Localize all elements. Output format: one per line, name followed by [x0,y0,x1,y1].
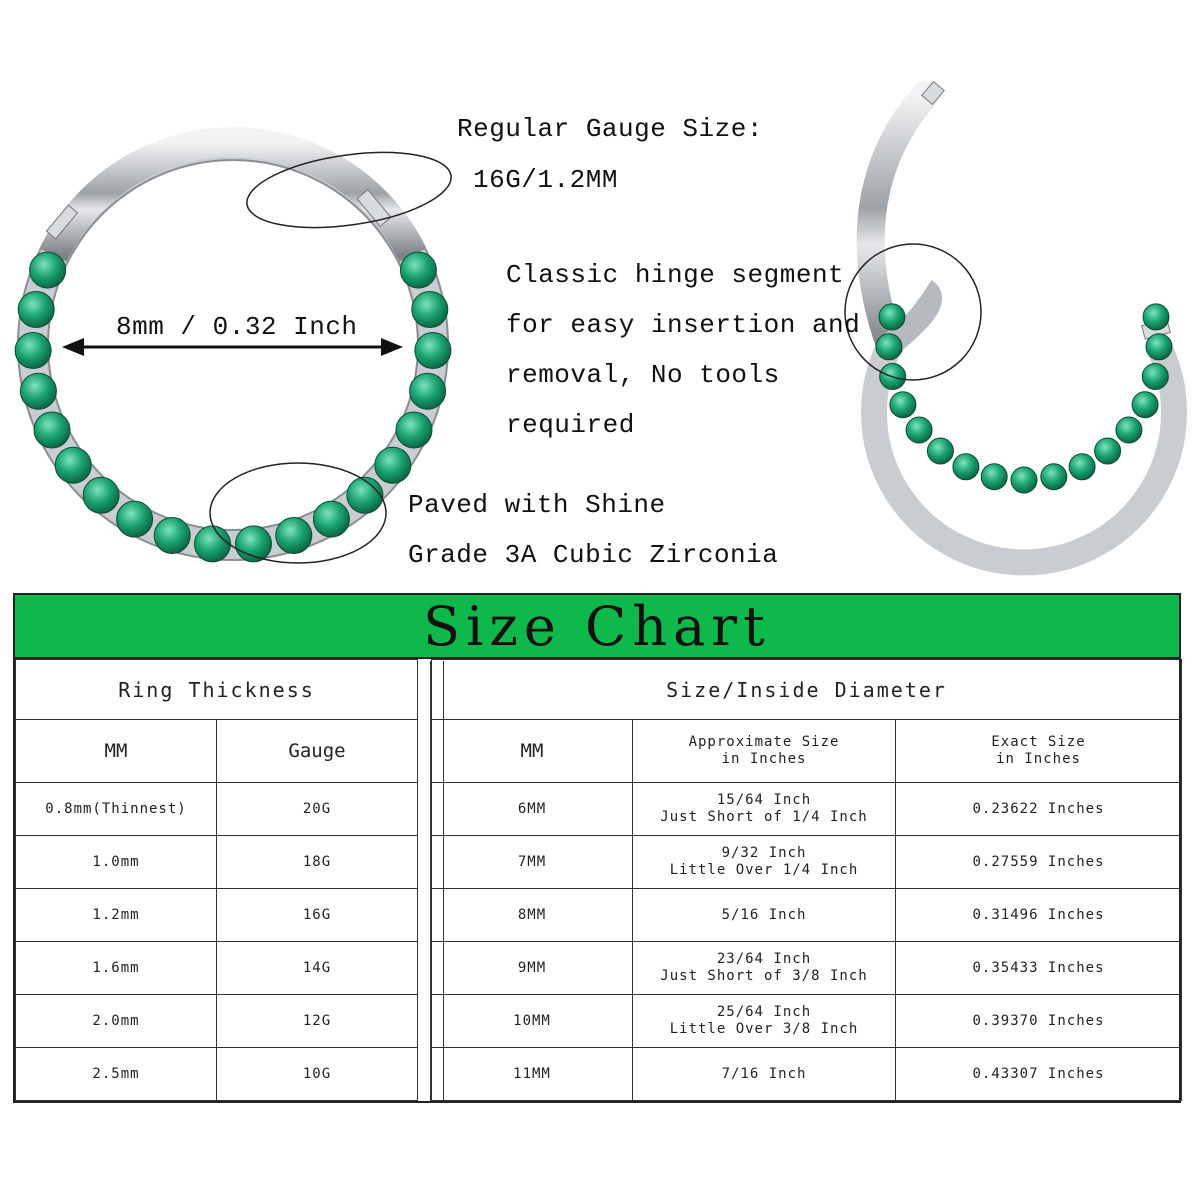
thickness-cell: 14G [217,942,418,995]
thickness-cell: 1.6mm [16,942,217,995]
diameter-label: 8mm / 0.32 Inch [116,312,358,342]
side-ring-open [871,82,1174,563]
gem-stone [1142,364,1168,390]
gauge-value: 16G/1.2MM [473,165,618,195]
diameter-row [432,1048,1182,1101]
diameter-cell: 9MM [432,942,633,995]
gem-stone [195,526,231,562]
thickness-cell: 12G [217,995,418,1048]
gem-stone [154,518,190,554]
gem-stone [1069,454,1095,480]
gem-stone [879,304,905,330]
thickness-group-label: Ring Thickness [16,660,418,720]
diameter-col-approx: Approximate Size in Inches [633,720,896,783]
thickness-col-gauge: Gauge [217,720,418,783]
diameter-cell: 23/64 Inch Just Short of 3/8 Inch [633,942,896,995]
diameter-cell: 0.27559 Inches [896,836,1182,889]
diameter-col-exact: Exact Size in Inches [896,720,1182,783]
diameter-rows [432,783,1182,1101]
size-chart [13,593,1181,1103]
gem-stone [313,501,349,537]
diameter-cell: 7MM [432,836,633,889]
diameter-cell: 0.31496 Inches [896,889,1182,942]
gem-stone [375,447,411,483]
gem-stone [347,477,383,513]
diameter-row [432,836,1182,889]
thickness-row [16,889,418,942]
gem-stone [890,392,916,418]
gem-stone [412,292,448,328]
thickness-cell: 0.8mm(Thinnest) [16,783,217,836]
hinge-line: required [506,410,635,440]
gem-stone [410,373,446,409]
gem-stone [276,518,312,554]
gem-stone [15,333,51,369]
gem-stone [396,412,432,448]
diameter-cell: 15/64 Inch Just Short of 1/4 Inch [633,783,896,836]
gauge-title: Regular Gauge Size: [457,114,763,144]
diameter-group-label: Size/Inside Diameter [432,660,1182,720]
gem-stone [30,252,66,288]
diameter-row [432,995,1182,1048]
gem-stone [117,501,153,537]
gem-stone [400,252,436,288]
diameter-cell: 10MM [432,995,633,1048]
diameter-row [432,889,1182,942]
diameter-col-mm: MM [432,720,633,783]
size-chart-title: Size Chart [15,595,1179,659]
diameter-row [432,783,1182,836]
gem-stone [1116,417,1142,443]
thickness-cell: 1.2mm [16,889,217,942]
thickness-row [16,1048,418,1101]
thickness-cell: 16G [217,889,418,942]
diameter-cell: 0.43307 Inches [896,1048,1182,1101]
diameter-cell: 0.35433 Inches [896,942,1182,995]
thickness-row [16,783,418,836]
thickness-cell: 2.0mm [16,995,217,1048]
thickness-cell: 20G [217,783,418,836]
diameter-cell: 5/16 Inch [633,889,896,942]
gem-stone [906,417,932,443]
diameter-cell: 11MM [432,1048,633,1101]
thickness-col-mm: MM [16,720,217,783]
thickness-cell: 1.0mm [16,836,217,889]
gem-stone [83,477,119,513]
gem-stone [1095,438,1121,464]
thickness-row [16,942,418,995]
diameter-cell: 25/64 Inch Little Over 3/8 Inch [633,995,896,1048]
gem-stone [1011,467,1037,493]
gem-stone [55,447,91,483]
gem-stone [1132,392,1158,418]
gem-stone [927,438,953,464]
gem-stone [20,373,56,409]
gem-stone [18,292,54,328]
thickness-rows [16,783,418,1101]
gem-stone [1041,464,1067,490]
diameter-cell: 0.39370 Inches [896,995,1182,1048]
diameter-row [432,942,1182,995]
gem-stone [1143,304,1169,330]
hinge-line: for easy insertion and [506,310,861,340]
gem-stone [415,333,451,369]
paved-description [408,480,778,580]
thickness-cell: 2.5mm [16,1048,217,1101]
gem-stone [876,334,902,360]
gem-stone [953,454,979,480]
gem-stone [34,412,70,448]
paved-line: Grade 3A Cubic Zirconia [408,540,779,570]
thickness-cell: 18G [217,836,418,889]
diameter-cell: 6MM [432,783,633,836]
gem-stone [1146,334,1172,360]
hinge-description [506,250,860,450]
hinge-line: removal, No tools [506,360,780,390]
gem-stone [981,464,1007,490]
diameter-cell: 9/32 Inch Little Over 1/4 Inch [633,836,896,889]
thickness-table [15,659,418,1101]
diameter-cell: 8MM [432,889,633,942]
diameter-table [431,659,1182,1101]
hinge-line: Classic hinge segment [506,260,845,290]
diameter-cell: 7/16 Inch [633,1048,896,1101]
thickness-row [16,836,418,889]
paved-line: Paved with Shine [408,490,666,520]
thickness-row [16,995,418,1048]
diameter-cell: 0.23622 Inches [896,783,1182,836]
thickness-cell: 10G [217,1048,418,1101]
